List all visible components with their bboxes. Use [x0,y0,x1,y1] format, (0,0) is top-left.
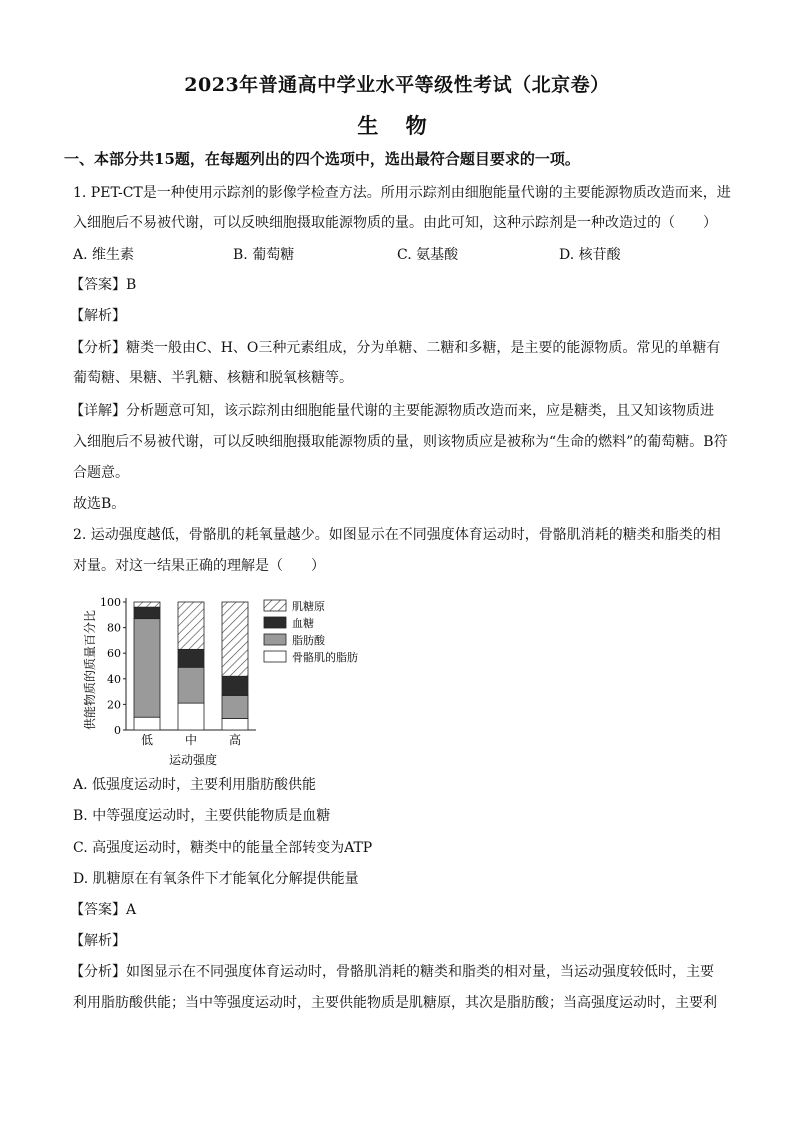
q1-fenxi-line1: 【分析】糖类一般由C、H、O三种元素组成，分为单糖、二糖和多糖，是主要的能源物质。常见的单糖有 [70,340,721,356]
legend-label: 骨骼肌的脂肪 [292,651,358,664]
q2-stem-line1: 2. 运动强度越低，骨骼肌的耗氧量越少。如图显示在不同强度体育运动时，骨骼肌消耗的糖类和脂类的相 [73,527,721,543]
bar-segment [222,676,248,695]
bar-segment [134,607,160,619]
x-tick-label: 低 [140,733,154,747]
bar-segment [222,695,248,718]
q1-option-d: D. 核苷酸 [559,247,621,263]
bar-segment [134,717,160,730]
q1-options [73,244,723,264]
q1-analysis-label: 【解析】 [70,308,126,324]
x-tick-label: 高 [228,733,242,747]
chart-ylabel: 供能物质的质量百分比 [83,609,97,731]
q1-stem-line2: 入细胞后不易被代谢，可以反映细胞摄取能源物质的量。由此可知，这种示踪剂是一种改造过的（ ） [73,215,717,231]
subject-title: 生 物 [357,113,437,138]
q1-stem-line1: 1. PET-CT是一种使用示踪剂的影像学检查方法。所用示踪剂由细胞能量代谢的主要能源物质改造而来，进 [73,185,731,201]
bar-segment [178,602,204,649]
legend-swatch [264,651,286,662]
legend-swatch [264,617,286,628]
bar-segment [178,649,204,667]
bar-segment [222,602,248,676]
y-tick-label: 100 [100,596,121,609]
energy-source-chart [80,588,410,778]
legend-swatch [264,634,286,645]
legend-label: 血糖 [292,617,314,630]
chart-legend [264,599,358,664]
q1-conclusion: 故选B。 [73,496,126,512]
q2-fenxi-line1: 【分析】如图显示在不同强度体育运动时，骨骼肌消耗的糖类和脂类的相对量，当运动强度较低时，主要 [70,964,714,980]
q2-option-c: C. 高强度运动时，糖类中的能量全部转变为ATP [73,840,373,856]
y-tick-label: 40 [107,672,121,686]
y-tick-label: 20 [107,698,121,712]
q2-option-b: B. 中等强度运动时，主要供能物质是血糖 [73,808,331,824]
q2-option-a: A. 低强度运动时，主要利用脂肪酸供能 [73,777,317,793]
y-tick-label: 80 [107,621,121,635]
bar-segment [134,619,160,718]
legend-label: 肌糖原 [292,600,325,613]
q2-stem-line2: 对量。对这一结果正确的理解是（ ） [73,558,325,574]
y-tick-label: 60 [107,647,121,661]
legend-label: 脂肪酸 [292,634,325,647]
q2-option-d: D. 肌糖原在有氧条件下才能氧化分解提供能量 [73,871,359,887]
q2-analysis-label: 【解析】 [70,933,126,949]
bar-segment [178,703,204,730]
bar-segment [178,667,204,703]
q1-xiangjie-line3: 合题意。 [73,465,129,481]
bar-segment [222,718,248,730]
chart-x-axis [141,732,241,747]
chart-xlabel: 运动强度 [168,753,218,767]
q1-fenxi-line2: 葡萄糖、果糖、半乳糖、核糖和脱氧核糖等。 [73,370,353,386]
chart-bars [134,602,248,730]
q1-xiangjie-line2: 入细胞后不易被代谢，可以反映细胞摄取能源物质的量，则该物质应是被称为“生命的燃料”的葡萄糖。B符 [73,434,728,450]
bar-segment [134,602,160,607]
section-heading: 一、本部分共15题，在每题列出的四个选项中，选出最符合题目要求的一项。 [64,150,580,168]
q2-fenxi-line2: 利用脂肪酸供能；当中等强度运动时，主要供能物质是肌糖原，其次是脂肪酸；当高强度运动时，主要利 [73,995,717,1011]
q2-answer: 【答案】A [70,902,137,918]
q1-option-a: A. 维生素 [73,247,135,263]
q1-option-c: C. 氨基酸 [397,247,459,263]
q1-option-b: B. 葡萄糖 [233,247,295,263]
x-tick-label: 中 [184,733,198,747]
q1-xiangjie-line1: 【详解】分析题意可知，该示踪剂由细胞能量代谢的主要能源物质改造而来，应是糖类，且又知该物质进 [70,403,714,419]
legend-swatch [264,600,286,611]
q1-answer: 【答案】B [70,277,137,293]
y-tick-label: 0 [114,724,121,737]
exam-title: 2023年普通高中学业水平等级性考试（北京卷） [184,74,610,96]
